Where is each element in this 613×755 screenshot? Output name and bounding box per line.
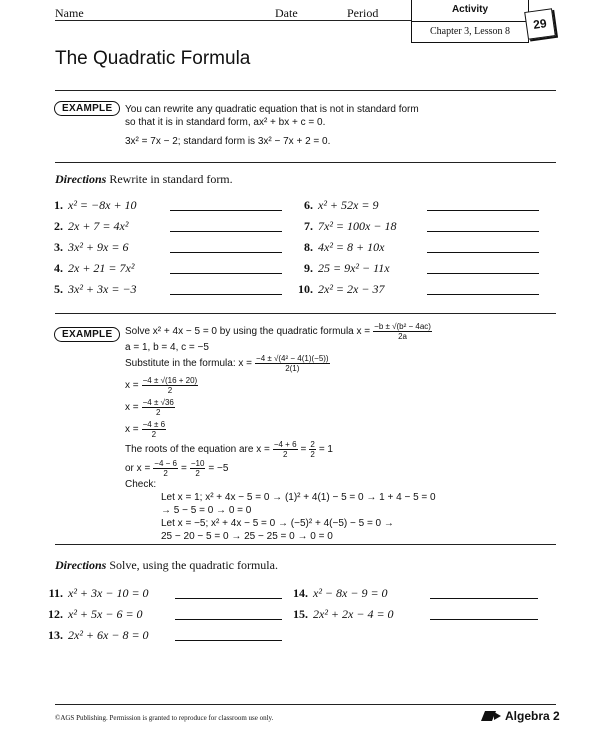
answer-line-11[interactable] [175, 598, 282, 599]
date-label: Date [275, 6, 298, 20]
answer-line-12[interactable] [175, 619, 282, 620]
problem-15: 15. 2x² + 2x − 4 = 0 [293, 607, 394, 621]
problem-1: 1. x² = −8x + 10 [54, 198, 137, 212]
step-2-lhs: x = [125, 402, 139, 413]
problem-2: 2. 2x + 7 = 4x² [54, 219, 129, 233]
check-line-1: Let x = 1; x² + 4x − 5 = 0 → (1)² + 4(1) − 5 = 0 → 1 + 4 − 5 = 0 [161, 492, 436, 503]
or-equals: = [180, 463, 187, 474]
problem-11: 11. x² + 3x − 10 = 0 [48, 586, 149, 600]
example-2-line2: a = 1, b = 4, c = −5 [125, 342, 209, 353]
problem-5: 5. 3x² + 3x = −3 [54, 282, 137, 296]
problem-10: 10. 2x² = 2x − 37 [298, 282, 385, 296]
answer-line-7[interactable] [427, 231, 539, 232]
substitution-fraction: $\frac{\text{−4 ± √(4² − 4(1)(−5))}}{2(1)}$ [256, 354, 329, 373]
period-label: Period [347, 6, 379, 20]
section-rule-3 [55, 313, 556, 314]
example-2-line1: Solve x² + 4x − 5 = 0 by using the quadratic formula x = [125, 326, 371, 337]
answer-line-3[interactable] [170, 252, 282, 253]
or-text: or x = [125, 463, 151, 474]
example-2-text [125, 322, 555, 543]
page-number-badge: 29 [524, 8, 556, 40]
answer-line-14[interactable] [430, 598, 538, 599]
directions-1 [55, 172, 233, 187]
answer-line-15[interactable] [430, 619, 538, 620]
problem-8: 8. 4x² = 8 + 10x [304, 240, 385, 254]
directions-2-text: Solve, using the quadratic formula. [109, 558, 278, 572]
footer-rule [55, 704, 556, 705]
directions-2-label: Directions [55, 558, 107, 572]
check-line-2: → 5 − 5 = 0 → 0 = 0 [161, 505, 252, 516]
step-3-lhs: x = [125, 424, 139, 435]
activity-box [411, 0, 529, 43]
answer-line-13[interactable] [175, 640, 282, 641]
problem-3: 3. 3x² + 9x = 6 [54, 240, 129, 254]
step-2-fraction: $\frac{-4 \pm √36}{2}$ [142, 398, 174, 417]
ags-logo-icon [480, 710, 502, 722]
directions-2 [55, 558, 278, 573]
step-1-lhs: x = [125, 380, 139, 391]
example-2-line3: Substitute in the formula: x = [125, 358, 253, 369]
problem-6: 6. x² + 52x = 9 [304, 198, 379, 212]
example-1-line2: so that it is in standard form, ax² + bx + c = 0. [125, 117, 326, 128]
example-1-text [125, 103, 419, 148]
problem-9: 9. 25 = 9x² − 11x [304, 261, 390, 275]
answer-line-10[interactable] [427, 294, 539, 295]
answer-line-1[interactable] [170, 210, 282, 211]
answer-line-8[interactable] [427, 252, 539, 253]
roots-fraction-2: $\frac{2}{2}$ [310, 440, 315, 459]
page-title: The Quadratic Formula [55, 48, 251, 69]
problem-12: 12. x² + 5x − 6 = 0 [48, 607, 143, 621]
step-1-fraction: $\frac{-4 \pm √(16 + 20)}{2}$ [142, 376, 198, 395]
check-line-3: Let x = −5; x² + 4x − 5 = 0 → (−5)² + 4(−5) − 5 = 0 → [161, 518, 394, 529]
answer-line-9[interactable] [427, 273, 539, 274]
chapter-label: Chapter 3, Lesson 8 [430, 26, 510, 37]
roots-equals: = [300, 444, 307, 455]
check-label: Check: [125, 479, 157, 490]
section-rule-2 [55, 162, 556, 163]
step-3-fraction: $\frac{-4 \pm 6}{2}$ [142, 420, 166, 439]
answer-line-2[interactable] [170, 231, 282, 232]
answer-line-4[interactable] [170, 273, 282, 274]
book-title: Algebra 2 [505, 709, 560, 723]
roots-text: The roots of the equation are x = [125, 444, 270, 455]
answer-line-5[interactable] [170, 294, 282, 295]
section-rule-4 [55, 544, 556, 545]
name-label: Name [55, 6, 84, 20]
or-fraction-2: $\frac{-10}{2}$ [190, 459, 205, 478]
problem-7: 7. 7x² = 100x − 18 [304, 219, 397, 233]
example-1-line3: 3x² = 7x − 2; standard form is 3x² − 7x + 2 = 0. [125, 136, 331, 147]
header-rule [55, 20, 412, 21]
roots-result: = 1 [318, 444, 333, 455]
roots-fraction: $\frac{-4 + 6}{2}$ [273, 440, 297, 459]
problem-14: 14. x² − 8x − 9 = 0 [293, 586, 388, 600]
problem-13: 13. 2x² + 6x − 8 = 0 [48, 628, 149, 642]
directions-1-text: Rewrite in standard form. [109, 172, 233, 186]
copyright-text: ©AGS Publishing. Permission is granted to reproduce for classroom use only. [55, 714, 274, 722]
or-result: = −5 [208, 463, 229, 474]
activity-label: Activity [451, 4, 489, 15]
example-badge-1: EXAMPLE [54, 101, 120, 116]
example-badge-2: EXAMPLE [54, 327, 120, 342]
example-1-line1: You can rewrite any quadratic equation that is not in standard form [125, 104, 419, 115]
check-line-4: 25 − 20 − 5 = 0 → 25 − 25 = 0 → 0 = 0 [161, 531, 333, 542]
quadratic-formula: $\frac{\text{−b ± √(b² − 4ac)}}{2a}$ [374, 322, 431, 341]
or-fraction: $\frac{-4 - 6}{2}$ [154, 459, 177, 478]
problem-4: 4. 2x + 21 = 7x² [54, 261, 135, 275]
directions-1-label: Directions [55, 172, 107, 186]
section-rule-1 [55, 90, 556, 91]
answer-line-6[interactable] [427, 210, 539, 211]
